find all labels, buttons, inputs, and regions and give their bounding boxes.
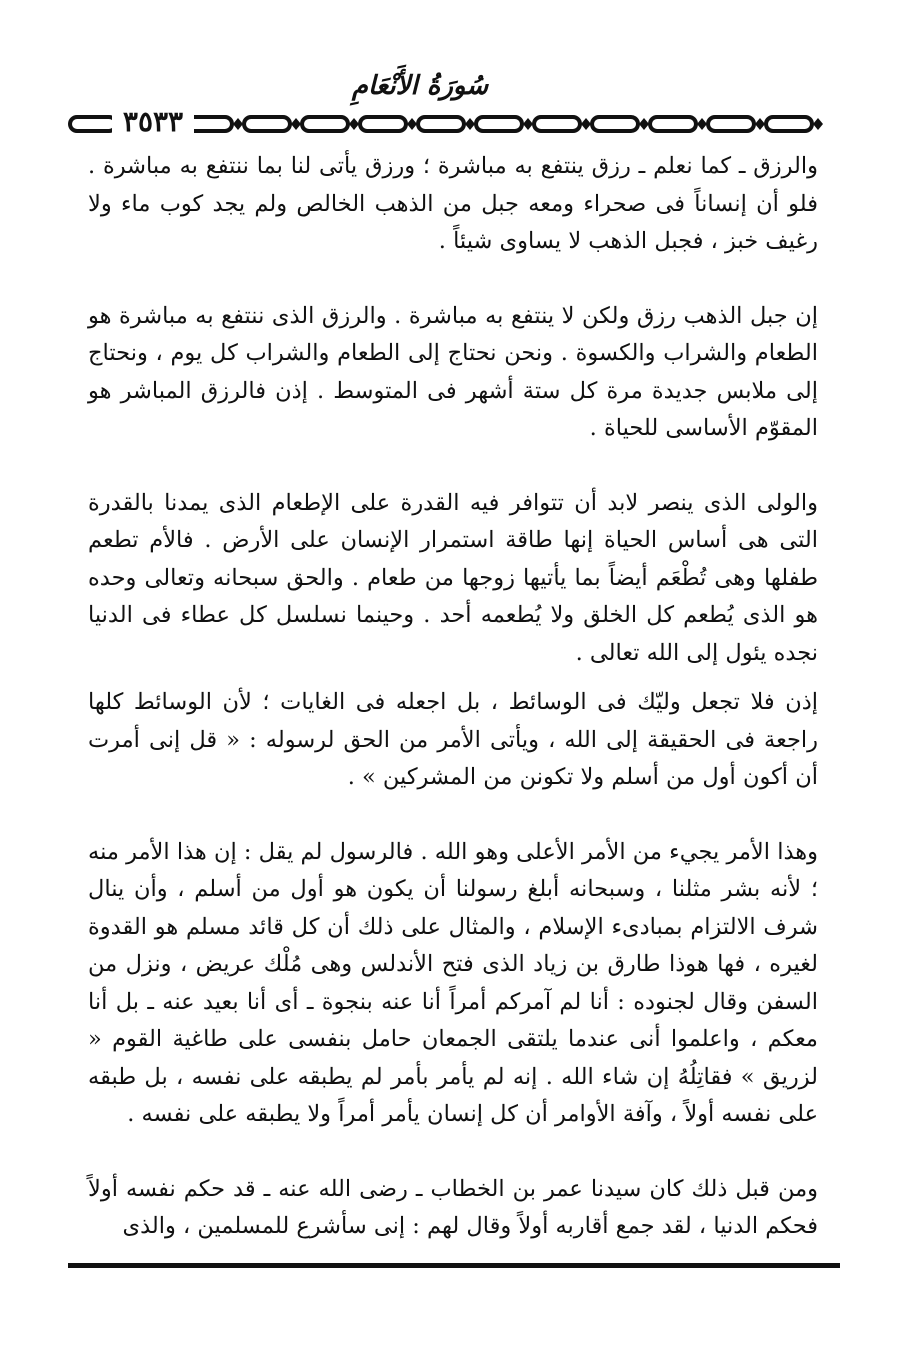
paragraph: إن جبل الذهب رزق ولكن لا ينتفع به مباشرة . والرزق الذى ننتفع به مباشرة هو الطعام والشراب والكسوة . ونحن نحتاج إلى الطعام والشراب كل يوم ، ونحتاج إلى ملابس جديدة مرة كل ستة أشهر فى المتوسط . إذن فالرزق المباشر هو المقوّم الأساسى للحياة . (88, 302, 818, 441)
footer-rule (68, 1263, 840, 1268)
paragraph: والرزق ـ كما نعلم ـ رزق ينتفع به مباشرة ؛ ورزق يأتى لنا بما ننتفع به مباشرة . فلو أن إنساناً فى صحراء ومعه جبل من الذهب الخالص ولم يجد كوب ماء ولا رغيف خبز ، فجبل الذهب لا يساوى شيئاً . (88, 153, 818, 254)
page-body (88, 148, 818, 1246)
paragraph: والولى الذى ينصر لابد أن تتوافر فيه القدرة على الإطعام الذى يمدنا بالقدرة التى هى أساس الحياة إنها طاقة استمرار الإنسان على الأرض . فالأم تطعم طفلها وهى تُطْعَم أيضاً بما يأتيها زوجها من طعام . والحق سبحانه وتعالى وحده هو الذى يُطعم كل الخلق ولا يُطعمه أحد . وحينما نسلسل كل عطاء فى الدنيا نجده يئول إلى الله تعالى . (88, 489, 818, 666)
paragraph: وهذا الأمر يجيء من الأمر الأعلى وهو الله . فالرسول لم يقل : إن هذا الأمر منه ؛ لأنه بشر مثلنا ، وسبحانه أبلغ رسولنا أن يكون هو أول من أسلم ، وأن ينال شرف الالتزام بمبادىء الإسلام ، والمثال على ذلك أن كل قائد مسلم هو القدوة لغيره ، فها هوذا طارق بن زياد الذى فتح الأندلس وهى مُلْك عريض ، ونزل من السفن وقال لجنوده : أنا لم آمركم أمراً أنا عنه بنجوة ـ أى أنا بعيد عنه ـ بل أنا معكم ، واعلموا أنى عندما يلتقى الجمعان حامل بنفسى على طاغية القوم « لزريق » فقاتِلُهُ إن شاء الله . إنه لم يأمر بأمر لم يطبقه على نفسه ، بل طبقه على نفسه أولاً ، وآفة الأوامر أن كل إنسان يأمر أمراً ولا يطبقه على نفسه . (88, 838, 818, 1127)
page-number: ٣٥٣٣ (112, 104, 194, 140)
surah-title: سُورَةُ الأَنْعَامِ (351, 71, 489, 101)
paragraph: إذن فلا تجعل وليّك فى الوسائط ، بل اجعله فى الغايات ؛ لأن الوسائط كلها راجعة فى الحقيقة إلى الله ، ويأتى الأمر من الحق لرسوله : « قل إنى أمرت أن أكون أول من أسلم ولا تكونن من المشركين » . (88, 689, 818, 790)
paragraph: ومن قبل ذلك كان سيدنا عمر بن الخطاب ـ رضى الله عنه ـ قد حكم نفسه أولاً فحكم الدنيا ، لقد جمع أقاربه أولاً وقال لهم : إنى سأشرع للمسلمين ، والذى (88, 1175, 818, 1239)
